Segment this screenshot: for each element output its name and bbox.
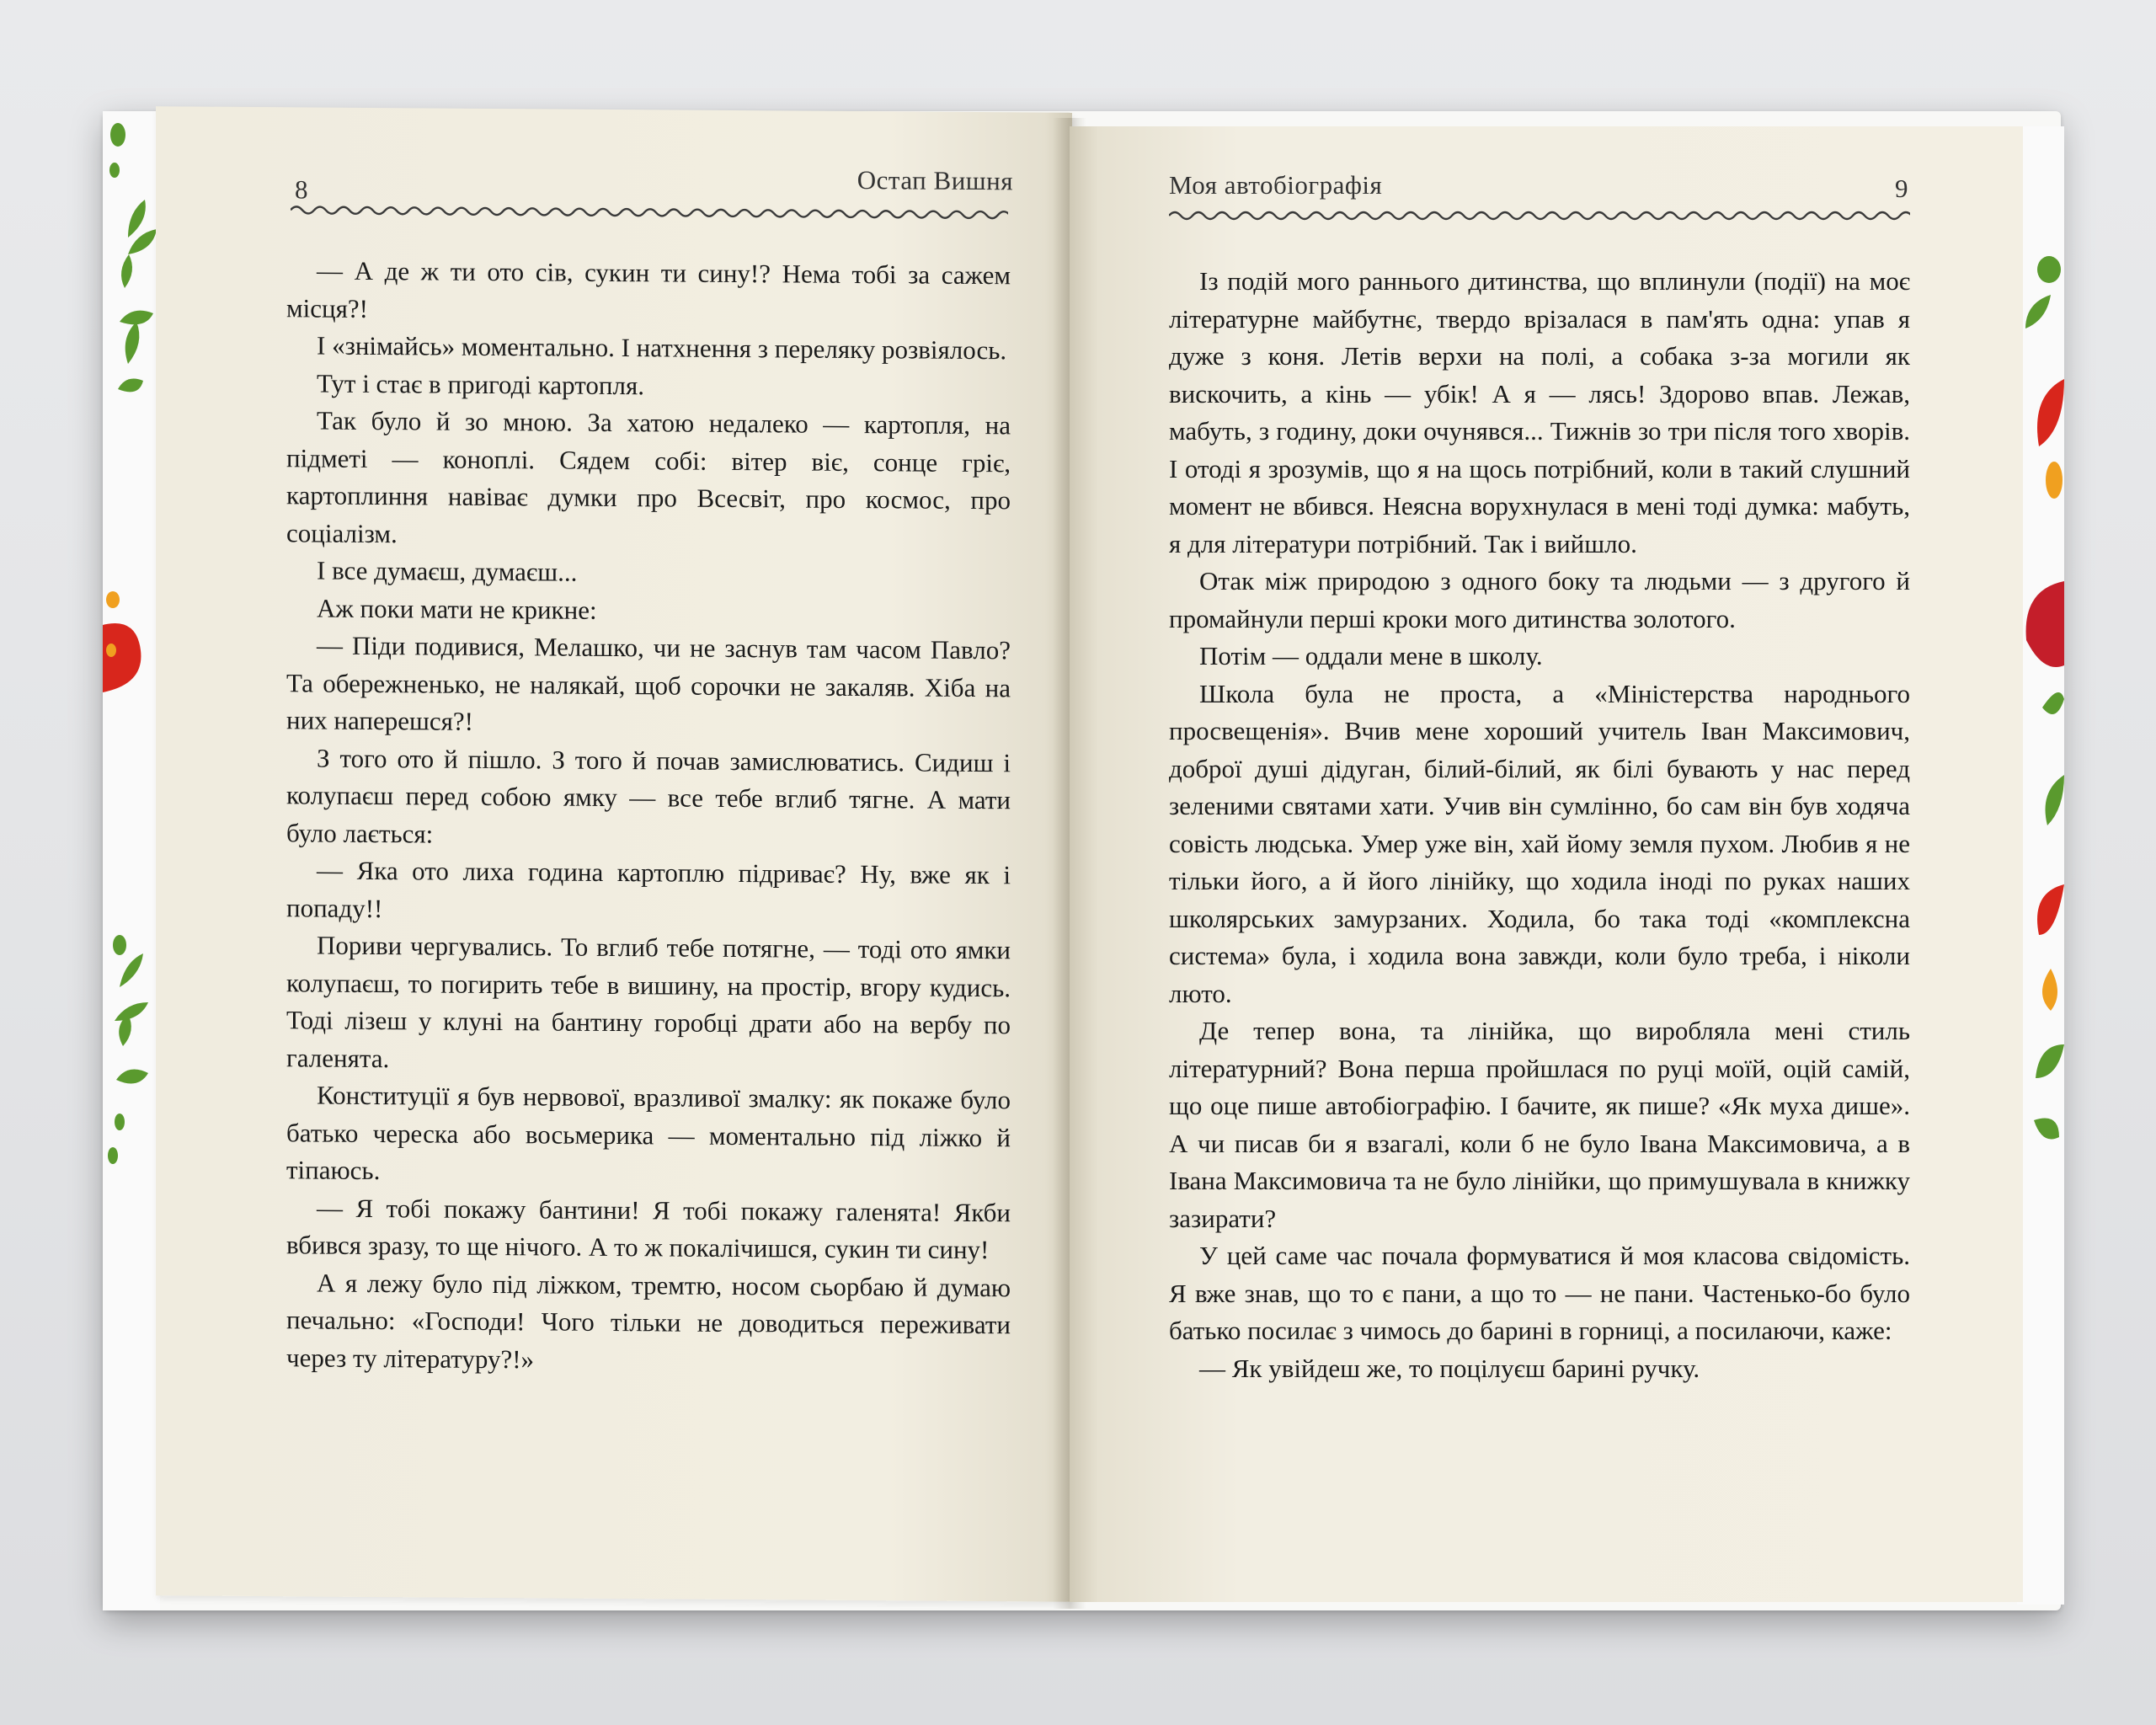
- paragraph: — Яка ото лиха година картоплю підриває? Ну, вже як і попаду!!: [286, 855, 1011, 923]
- paragraph: У цей саме час почала формуватися й моя класова свідомість. Я вже знав, що то є пани, а що то — не пани. Частенько-бо було батько посилає з чимось до барині в горниці, а посилаючи, каже:: [1169, 1241, 1910, 1345]
- left-page-text: [286, 252, 1011, 1381]
- paragraph: Тут і стає в пригоді картопля.: [317, 368, 644, 400]
- paragraph: Школа була не проста, а «Міністерства народнього просвещенія». Вчив мене хороший учитель Іван Максимович, доброї душі дідуган, білий-білий, як білі бувають у нас перед зеленими святами хати. Учив він сумлінно, бо сам він був ходяча совість людська. Умер уже він, хай йому земля пухом. Любив я не тільки його, а й його лінійку, що ходила іноді по руках наших школярських замурзаних. Ходила, бо така тоді «комплексна система» була, і ходила вона завжди, коли було треба, і ніколи люто.: [1169, 678, 1910, 1008]
- paragraph: Конституції я був нервової, вразливої змалку: як покаже було батько череска або восьмерика — моментально під ліжко й тіпаюсь.: [286, 1080, 1011, 1186]
- paragraph: І «знімайсь» моментально. І натхнення з переляку розвіялось.: [317, 330, 1007, 366]
- paragraph: З того ото й пішло. З того й почав замислюватись. Сидиш і колупаєш перед собою ямку — все тебе вглиб тягне. А мати було лається:: [286, 743, 1011, 849]
- cover-edge-right-ornament: [2017, 126, 2064, 1605]
- paragraph: — Я тобі покажу бантини! Я тобі покажу галенята! Якби вбився зразу, то ще нічого. А то ж покалічишся, сукин ти сину!: [286, 1193, 1011, 1265]
- paragraph: Де тепер вона, та лінійка, що виробляла мені стиль літературний? Вона перша пройшлася по руці моїй, оцій самій, що оце пише автобіографію. І бачите, як пише? «Як муха дише». А чи писав би я взагалі, коли б не було Івана Максимовича, а в Івана Максимовича та не було лінійки, що примушувала в книжку зазирати?: [1169, 1016, 1910, 1233]
- header-wave-divider: [1169, 207, 1910, 224]
- page-number: 9: [1895, 174, 1908, 203]
- folk-ornament-right-icon: [2017, 126, 2064, 1605]
- paragraph: — Піди подивися, Мелашко, чи не заснув там часом Павло? Та обережненько, не налякай, щоб сорочки не закаляв. Хіба на них наперешся?!: [286, 630, 1011, 736]
- paragraph: Із подій мого раннього дитинства, що вплинули (події) на моє літературне майбутнє, твердо врізалася в пам'ять одна: упав я дуже з коня. Летів верхи на полі, а собака з-за могили як вискочить, а кінь — убік! А я — лясь! Здорово впав. Лежав, мабуть, з годину, доки очунявся... Тижнів зо три після того хворів. І отоді я зрозумів, що я на щось потрібний, коли в такий слушний момент не вбився. Неясна ворухнулася в мені тоді думка: мабуть, я для літератури потрібний. Так і вийшло.: [1169, 266, 1910, 558]
- right-page: [1070, 126, 2023, 1602]
- paragraph: — Як увійдеш же, то поцілуєш барині ручку.: [1199, 1353, 1700, 1383]
- paragraph: — А де ж ти ото сів, сукин ти сину!? Нема тобі за сажем місця?!: [286, 255, 1011, 323]
- running-head: Остап Вишня: [857, 165, 1013, 196]
- right-page-text: [1169, 263, 1910, 1387]
- header-wave-divider: [291, 201, 1008, 223]
- folk-ornament-left-icon: [103, 111, 160, 1610]
- paragraph: Отак між природою з одного боку та людьми — з другого й промайнули перші кроки мого дитинства золотого.: [1169, 566, 1910, 633]
- left-page: [156, 106, 1072, 1602]
- page-number: 8: [295, 174, 308, 205]
- running-head: Моя автобіографія: [1169, 170, 1383, 200]
- paragraph: Пориви чергувались. То вглиб тебе потягне, — тоді ото ямки колупаєш, то погирить тебе в вишину, на простір, вгору кудись. Тоді лізеш у клуні на бантину горобці драти або на вербу по галенята.: [286, 930, 1011, 1073]
- paragraph: Так було й зо мною. За хатою недалеко — картопля, на підметі — коноплі. Сядем собі: вітер віє, сонце гріє, картоплиння навіває думки про Всесвіт, про космос, про соціалізм.: [286, 405, 1011, 548]
- paragraph: І все думаєш, думаєш...: [317, 555, 578, 587]
- paragraph: А я лежу було під ліжком, тремтю, носом сьорбаю й думаю печально: «Господи! Чого тільки не доводиться переживати через ту літературу?!»: [286, 1268, 1011, 1374]
- cover-edge-left-ornament: [103, 111, 160, 1610]
- paragraph: Аж поки мати не крикне:: [317, 593, 597, 625]
- paragraph: Потім — оддали мене в школу.: [1199, 641, 1543, 670]
